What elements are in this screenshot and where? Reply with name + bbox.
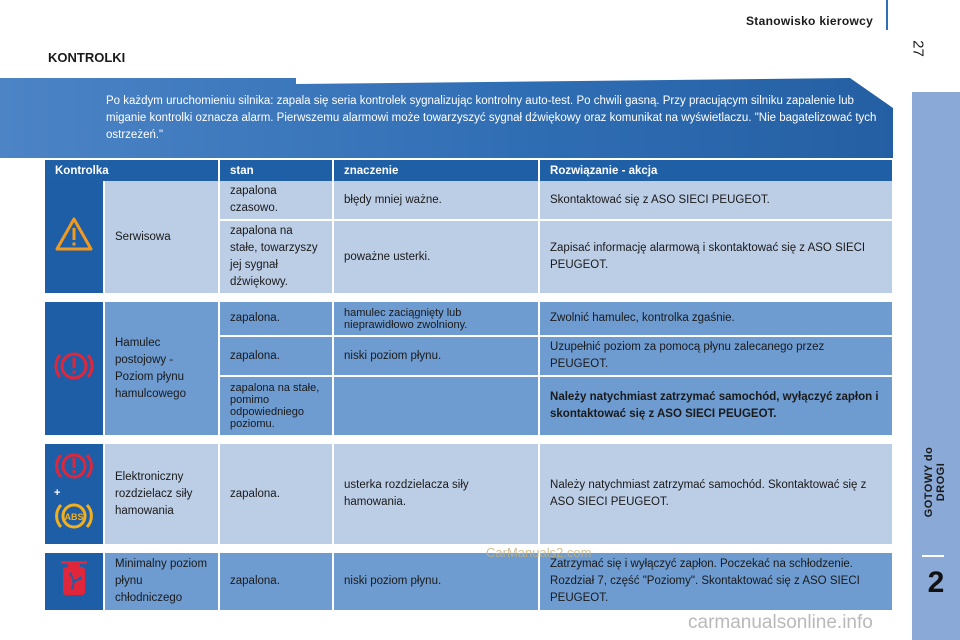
action-cell: Zapisać informację alarmową i skontaktować się z ASO SIECI PEUGEOT. [539, 220, 893, 294]
ebd-brake-abs-icon [49, 444, 99, 538]
meaning-cell: niski poziom płynu. [333, 553, 539, 611]
brake-warning-icon [52, 346, 96, 386]
meaning-cell: usterka rozdzielacza siły hamowania. [333, 444, 539, 545]
table-row [45, 302, 893, 336]
meaning-cell: poważne usterki. [333, 220, 539, 294]
watermark: CarManuals2.com [486, 545, 592, 560]
plus-sign: + [54, 487, 61, 499]
abs-label: ABS [64, 512, 84, 522]
meaning-cell: błędy mniej ważne. [333, 181, 539, 220]
service-icon-cell [45, 181, 104, 294]
header-znaczenie: znaczenie [333, 160, 539, 181]
table-row [45, 553, 893, 611]
table-row [45, 444, 893, 545]
state-cell: zapalona czasowo. [219, 181, 333, 220]
table-header-row [45, 160, 893, 181]
state-cell: zapalona. [219, 336, 333, 376]
meaning-cell: niski poziom płynu. [333, 336, 539, 376]
section-title: KONTROLKI [48, 50, 126, 65]
chapter-side-tab [912, 92, 960, 640]
header-rule [886, 0, 888, 30]
header-kontrolka: Kontrolka [45, 160, 219, 181]
group-name-ebd: Elektroniczny rozdzielacz siły hamowania [104, 444, 219, 545]
ebd-icon-cell [45, 444, 104, 545]
action-cell: Zatrzymać się i wyłączyć zapłon. Poczekać na schłodzenie. Rozdział 7, część "Poziomy". Skontaktować się z ASO SIECI PEUGEOT. [539, 553, 893, 611]
group-name-serwisowa: Serwisowa [104, 181, 219, 294]
state-cell: zapalona na stałe, pomimo odpowiedniego poziomu. [219, 376, 333, 436]
service-warning-triangle-icon [54, 216, 94, 252]
state-cell: zapalona na stałe, towarzyszy jej sygnał dźwiękowy. [219, 220, 333, 294]
action-cell: Zwolnić hamulec, kontrolka zgaśnie. [539, 302, 893, 336]
state-cell: zapalona. [219, 553, 333, 611]
warning-lights-table [45, 160, 894, 612]
group-name-coolant: Minimalny poziom płynu chłodniczego [104, 553, 219, 611]
footer-watermark: carmanualsonline.info [688, 612, 873, 633]
header-akcja: Rozwiązanie - akcja [539, 160, 893, 181]
intro-text: Po każdym uruchomieniu silnika: zapala się seria kontrolek sygnalizując kontrolny auto-test. Po chwili gasną. Przy pracującym silniku zapalenie lub miganie kontrolki oznacza alarm. Pierwszemu alarmowi może towarzyszyć sygnał dźwiękowy oraz komunikat na wyświetlaczu. "Nie bagatelizować tych ostrzeżeń." [106, 95, 877, 141]
page-number: 27 [909, 40, 927, 57]
state-cell: zapalona. [219, 302, 333, 336]
page-header-title: Stanowisko kierowcy [746, 14, 874, 28]
state-cell: zapalona. [219, 444, 333, 545]
group-name-hamulec: Hamulec postojowy - Poziom płynu hamulcowego [104, 302, 219, 436]
chapter-number: 2 [927, 566, 945, 599]
coolant-icon-cell [45, 553, 104, 611]
action-cell: Należy natychmiast zatrzymać samochód. Skontaktować się z ASO SIECI PEUGEOT. [539, 444, 893, 545]
meaning-cell [333, 376, 539, 436]
chapter-rule [922, 555, 944, 557]
brake-icon-cell [45, 302, 104, 436]
chapter-title: GOTOWY do DROGI [923, 446, 947, 518]
action-cell: Uzupełnić poziom za pomocą płynu zalecanego przez PEUGEOT. [539, 336, 893, 376]
action-cell: Skontaktować się z ASO SIECI PEUGEOT. [539, 181, 893, 220]
action-cell: Należy natychmiast zatrzymać samochód, wyłączyć zapłon i skontaktować się z ASO SIECI PEUGEOT. [539, 376, 893, 436]
table-row [45, 181, 893, 220]
meaning-cell: hamulec zaciągnięty lub nieprawidłowo zwolniony. [333, 302, 539, 336]
header-stan: stan [219, 160, 333, 181]
coolant-level-icon [57, 559, 91, 599]
